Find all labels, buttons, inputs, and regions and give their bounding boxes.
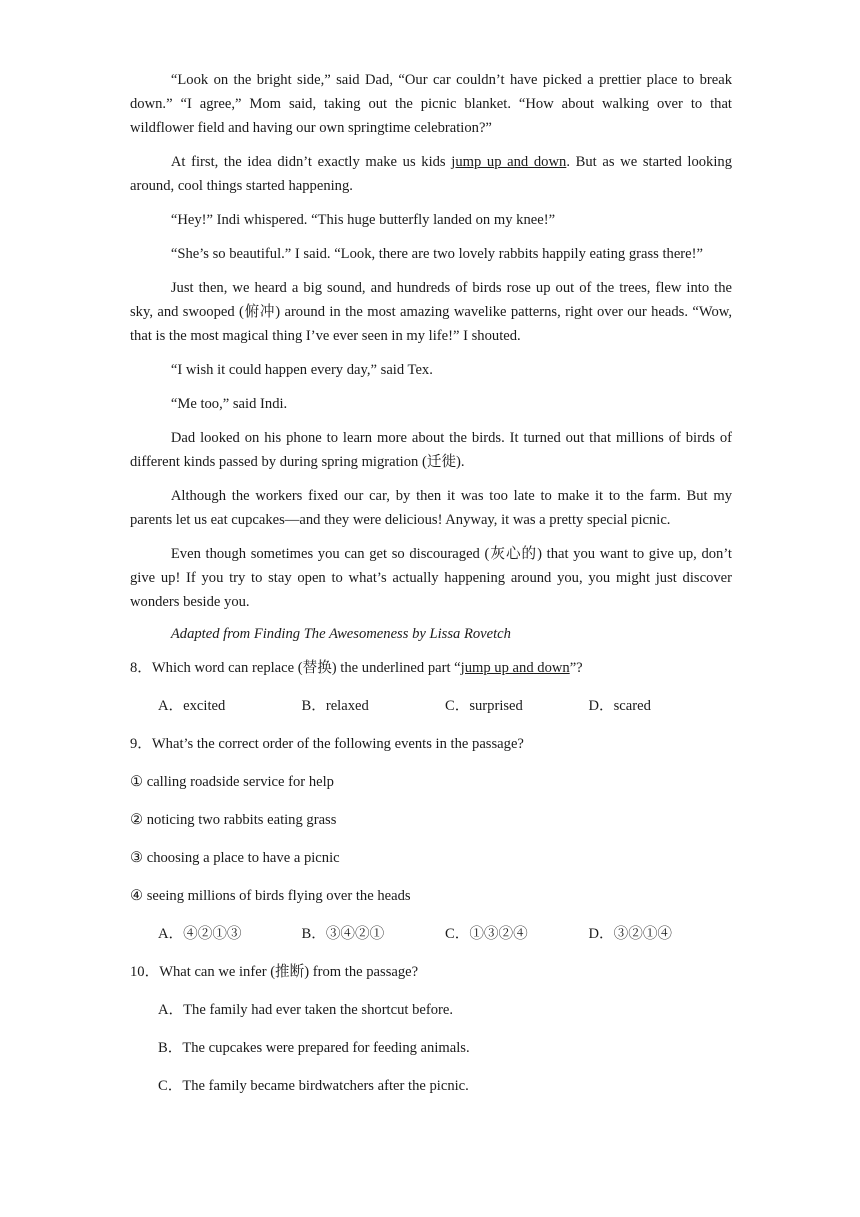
option-c[interactable]: C．①③②④ [445, 926, 528, 942]
event-item: ④ seeing millions of birds flying over the heads [130, 888, 411, 904]
document-page [130, 68, 732, 1112]
passage-paragraph: “Hey!” Indi whispered. “This huge butterfly landed on my knee!” [170, 212, 556, 228]
passage-paragraph: Although the workers fixed our car, by then it was too late to make it to the farm. But my parents let us eat cupcakes—and they were delicious! Anyway, it was a pretty special picnic. [130, 488, 732, 528]
passage-paragraph: Dad looked on his phone to learn more about the birds. It turned out that millions of birds of different kinds passed by during spring migration (迁徙). [130, 430, 732, 470]
option-a[interactable]: A．④②①③ [158, 926, 242, 942]
passage-paragraph: “I wish it could happen every day,” said Tex. [170, 362, 433, 378]
option-b[interactable]: B．③④②① [301, 926, 385, 942]
question-10-stem: 10．What can we infer (推断) from the passage? [130, 964, 419, 980]
text-run: 8．Which word can replace (替换) the underlined part “ [130, 660, 461, 676]
underlined-phrase: jump up and down [451, 154, 567, 170]
question-9-stem: 9．What’s the correct order of the following events in the passage? [130, 736, 524, 752]
option-c[interactable]: C．surprised [445, 698, 523, 714]
event-item: ① calling roadside service for help [130, 774, 334, 790]
passage-paragraph: Even though sometimes you can get so discouraged (灰心的) that you want to give up, don’t give up! If you try to stay open to what’s actually happening around you, you might just discover wonders beside you. [130, 546, 732, 610]
text-run: At first, the idea didn’t exactly make us kids [170, 154, 452, 170]
option-b[interactable]: B．relaxed [301, 698, 369, 714]
option-b[interactable]: B．The cupcakes were prepared for feeding animals. [158, 1040, 470, 1056]
option-c[interactable]: C．The family became birdwatchers after the picnic. [158, 1078, 469, 1094]
option-a[interactable]: A．The family had ever taken the shortcut before. [158, 1002, 454, 1018]
passage-paragraph: “Look on the bright side,” said Dad, “Our car couldn’t have picked a prettier place to break down.” “I agree,” Mom said, taking out the picnic blanket. “How about walking over to that wildflower field and having our own springtime celebration?” [130, 72, 732, 136]
question-8-stem [130, 656, 732, 680]
passage-paragraph: Just then, we heard a big sound, and hundreds of birds rose up out of the trees, flew into the sky, and swooped (俯冲) around in the most amazing wavelike patterns, right over our heads. “Wow, that is the most magical thing I’ve ever seen in my life!” I shouted. [130, 280, 732, 344]
passage-source: Adapted from Finding The Awesomeness by Lissa Rovetch [170, 626, 511, 642]
question-9-options [158, 922, 732, 946]
event-item: ③ choosing a place to have a picnic [130, 850, 340, 866]
passage-paragraph: “Me too,” said Indi. [170, 396, 288, 412]
passage-paragraph: “She’s so beautiful.” I said. “Look, there are two lovely rabbits happily eating grass there!” [170, 246, 703, 262]
option-a[interactable]: A．excited [158, 698, 226, 714]
text-run: ”? [569, 660, 583, 676]
event-item: ② noticing two rabbits eating grass [130, 812, 337, 828]
option-d[interactable]: D．scared [588, 698, 651, 714]
passage-paragraph [130, 150, 732, 198]
text-run: . But as we started looking around, cool things started happening. [130, 154, 732, 194]
underlined-phrase: jump up and down [460, 660, 570, 676]
question-8-options [158, 694, 732, 718]
option-d[interactable]: D．③②①④ [588, 926, 673, 942]
